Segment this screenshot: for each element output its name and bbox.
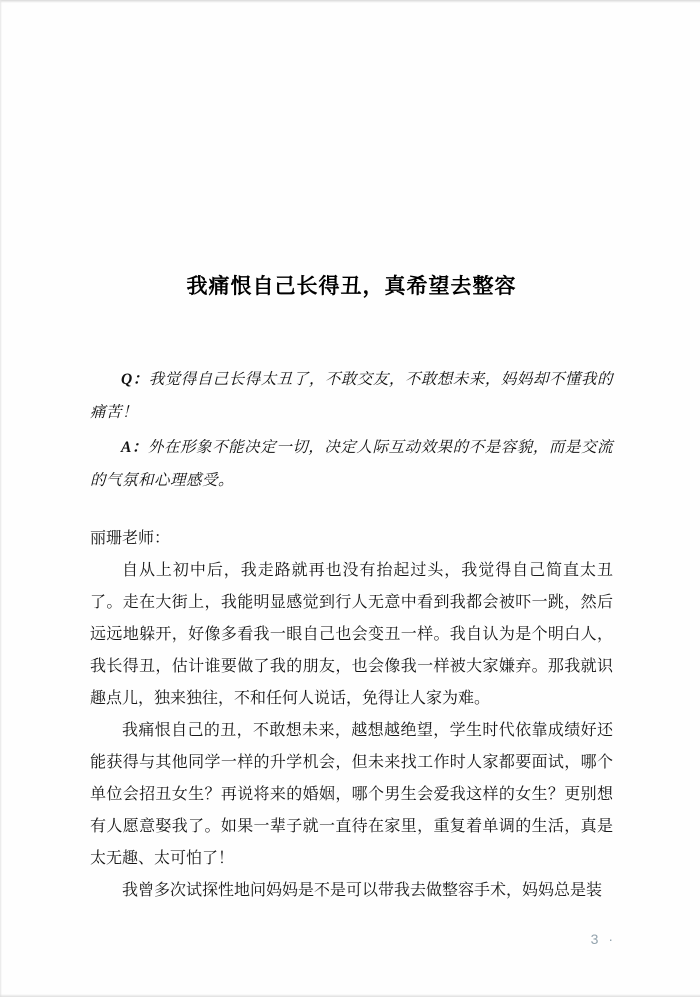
letter-body [90, 523, 613, 907]
scan-edge-top [0, 0, 700, 3]
answer-label: A： [121, 439, 148, 456]
answer-text: 外在形象不能决定一切，决定人际互动效果的不是容貌，而是交流的气氛和心理感受。 [90, 439, 613, 489]
page-number [591, 931, 616, 947]
qa-answer [90, 432, 613, 497]
question-label: Q： [121, 371, 149, 388]
paragraph: 我曾多次试探性地问妈妈是不是可以带我去做整容手术，妈妈总是装 [122, 882, 603, 899]
page-number-dot: · [608, 931, 616, 947]
page-number-value: 3 [590, 931, 602, 947]
paragraph: 自从上初中后，我走路就再也没有抬起过头，我觉得自己简直太丑了。走在大街上，我能明显感觉到行人无意中看到我都会被吓一跳，然后远远地躲开，好像多看我一眼自己也会变丑一样。我自认为是个明白人，我长得丑，估计谁要做了我的朋友，也会像我一样被大家嫌弃。那我就识趣点儿，独来独往，不和任何人说话，免得让人家为难。 [90, 562, 613, 707]
qa-question [90, 364, 613, 429]
page-title: 我痛恨自己长得丑，真希望去整容 [186, 275, 517, 298]
qa-section [90, 364, 613, 497]
question-text: 我觉得自己长得太丑了，不敢交友，不敢想未来，妈妈却不懂我的痛苦！ [90, 371, 613, 421]
scan-edge-left [0, 0, 2, 997]
salutation: 丽珊老师： [90, 530, 171, 547]
paragraph: 我痛恨自己的丑，不敢想未来，越想越绝望，学生时代依靠成绩好还能获得与其他同学一样的升学机会，但未来找工作时人家都要面试，哪个单位会招丑女生？再说将来的婚姻，哪个男生会爱我这样的女生？更别想有人愿意娶我了。如果一辈子就一直待在家里，重复着单调的生活，真是太无趣、太可怕了！ [90, 722, 613, 867]
